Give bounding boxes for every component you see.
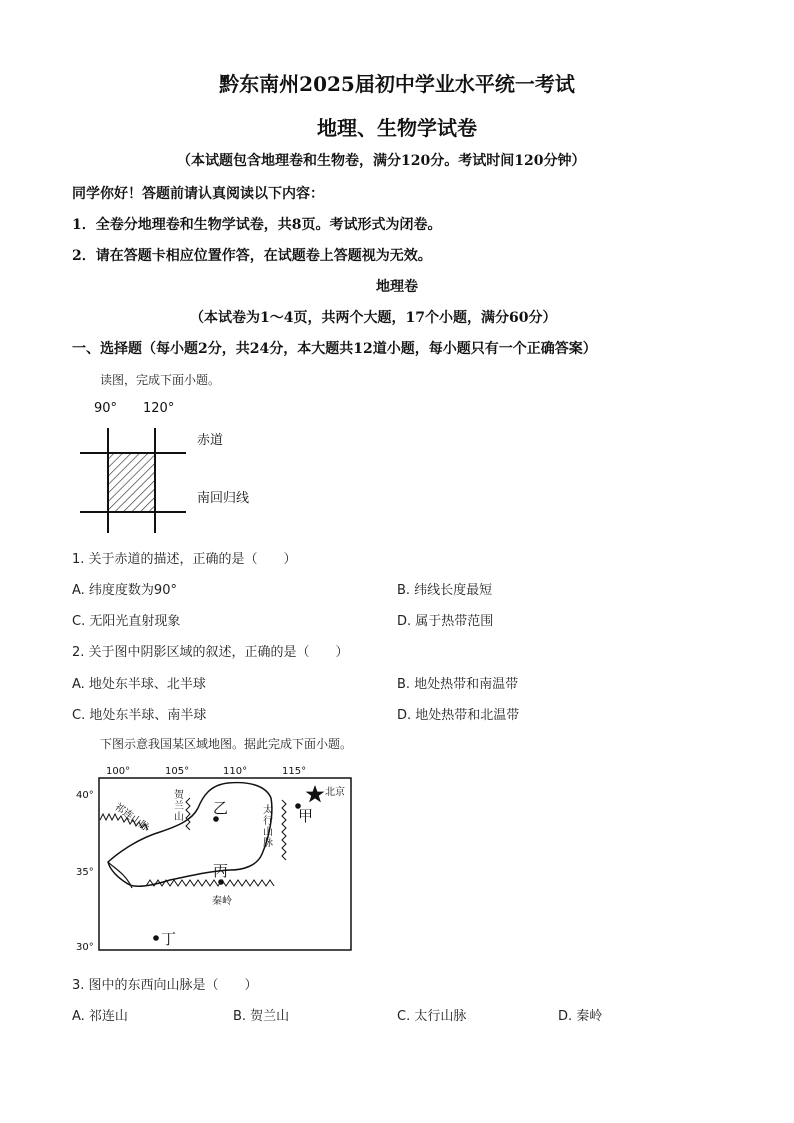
label-jia: 甲	[298, 807, 314, 825]
question-3-stem: 3. 图中的东西向山脉是（ ）	[72, 978, 258, 993]
lat-label-35: 35°	[76, 867, 94, 878]
point-yi	[213, 816, 219, 822]
question-2-option-a[interactable]: A. 地处东半球、北半球	[72, 677, 206, 692]
instruction-item-2: 2．请在答题卡相应位置作答，在试题卷上答题视为无效。	[72, 248, 432, 264]
vertical-char: 行	[263, 816, 273, 827]
point-ding	[153, 935, 159, 941]
label-yi: 乙	[213, 799, 229, 817]
shaded-region	[108, 453, 155, 512]
question-2-option-b[interactable]: B. 地处热带和南温带	[397, 677, 519, 692]
vertical-char: 兰	[174, 801, 184, 812]
qinling-mountain-symbol	[146, 880, 274, 886]
exam-title: 黔东南州2025届初中学业水平统一考试	[219, 72, 575, 96]
beijing-star-icon	[306, 785, 325, 802]
point-bing	[218, 879, 224, 885]
section-title: 地理卷	[376, 279, 418, 295]
figure1-grid-diagram	[70, 395, 290, 545]
label-taihang	[263, 803, 273, 849]
label-bing: 丙	[213, 862, 229, 880]
instruction-item-1: 1．全卷分地理卷和生物学试卷，共8页。考试形式为闭卷。	[72, 217, 442, 233]
taihang-mountain-symbol	[282, 800, 286, 860]
label-beijing: 北京	[325, 787, 345, 798]
exam-subtitle: 地理、生物学试卷	[317, 116, 477, 140]
question-1-stem: 1. 关于赤道的描述，正确的是（ ）	[72, 552, 297, 567]
vertical-char: 山	[263, 827, 273, 838]
instructions-greeting: 同学你好！答题前请认真阅读以下内容：	[72, 186, 324, 202]
lon-label-110: 110°	[223, 766, 248, 777]
question-1-option-c[interactable]: C. 无阳光直射现象	[72, 614, 181, 629]
question-1-option-d[interactable]: D. 属于热带范围	[397, 614, 494, 629]
question-2-stem: 2. 关于图中阴影区域的叙述，正确的是（ ）	[72, 645, 349, 660]
question-3-option-b[interactable]: B. 贺兰山	[233, 1009, 290, 1024]
question-3-option-d[interactable]: D. 秦岭	[558, 1009, 603, 1024]
figure1-intro: 读图，完成下面小题。	[100, 373, 221, 387]
question-2-option-c[interactable]: C. 地处东半球、南半球	[72, 708, 207, 723]
lat-label-40: 40°	[76, 790, 94, 801]
label-equator: 赤道	[197, 433, 224, 448]
label-helan	[174, 788, 185, 823]
figure1-lon-left: 90°	[94, 401, 118, 416]
label-ding: 丁	[161, 930, 177, 948]
vertical-char: 太	[263, 805, 273, 816]
vertical-char: 贺	[174, 790, 184, 801]
vertical-char: 脉	[263, 838, 273, 849]
helan-mountain-symbol	[186, 798, 190, 830]
question-1-option-a[interactable]: A. 纬度度数为90°	[72, 583, 177, 598]
vertical-char: 山	[174, 812, 184, 823]
label-tropic: 南回归线	[197, 491, 250, 506]
question-3-option-a[interactable]: A. 祁连山	[72, 1009, 128, 1024]
figure2-intro: 下图示意我国某区域地图。据此完成下面小题。	[100, 737, 353, 751]
lon-label-105: 105°	[165, 766, 190, 777]
exam-note: （本试题包含地理卷和生物卷，满分120分。考试时间120分钟）	[177, 153, 586, 169]
figure2-region-map	[70, 758, 360, 958]
question-2-option-d[interactable]: D. 地处热带和北温带	[397, 708, 520, 723]
figure1-lon-right: 120°	[143, 401, 175, 416]
section-note: （本试卷为1～4页，共两个大题，17个小题，满分60分）	[190, 310, 557, 326]
part-one-heading: 一、选择题（每小题2分，共24分，本大题共12道小题，每小题只有一个正确答案）	[72, 341, 597, 357]
label-qilian: 祁连山脉	[112, 801, 152, 834]
question-1-option-b[interactable]: B. 纬线长度最短	[397, 583, 493, 598]
label-qinling: 秦岭	[212, 896, 232, 907]
lon-label-115: 115°	[282, 766, 307, 777]
lat-label-30: 30°	[76, 942, 94, 953]
question-3-option-c[interactable]: C. 太行山脉	[397, 1009, 467, 1024]
lon-label-100: 100°	[106, 766, 131, 777]
